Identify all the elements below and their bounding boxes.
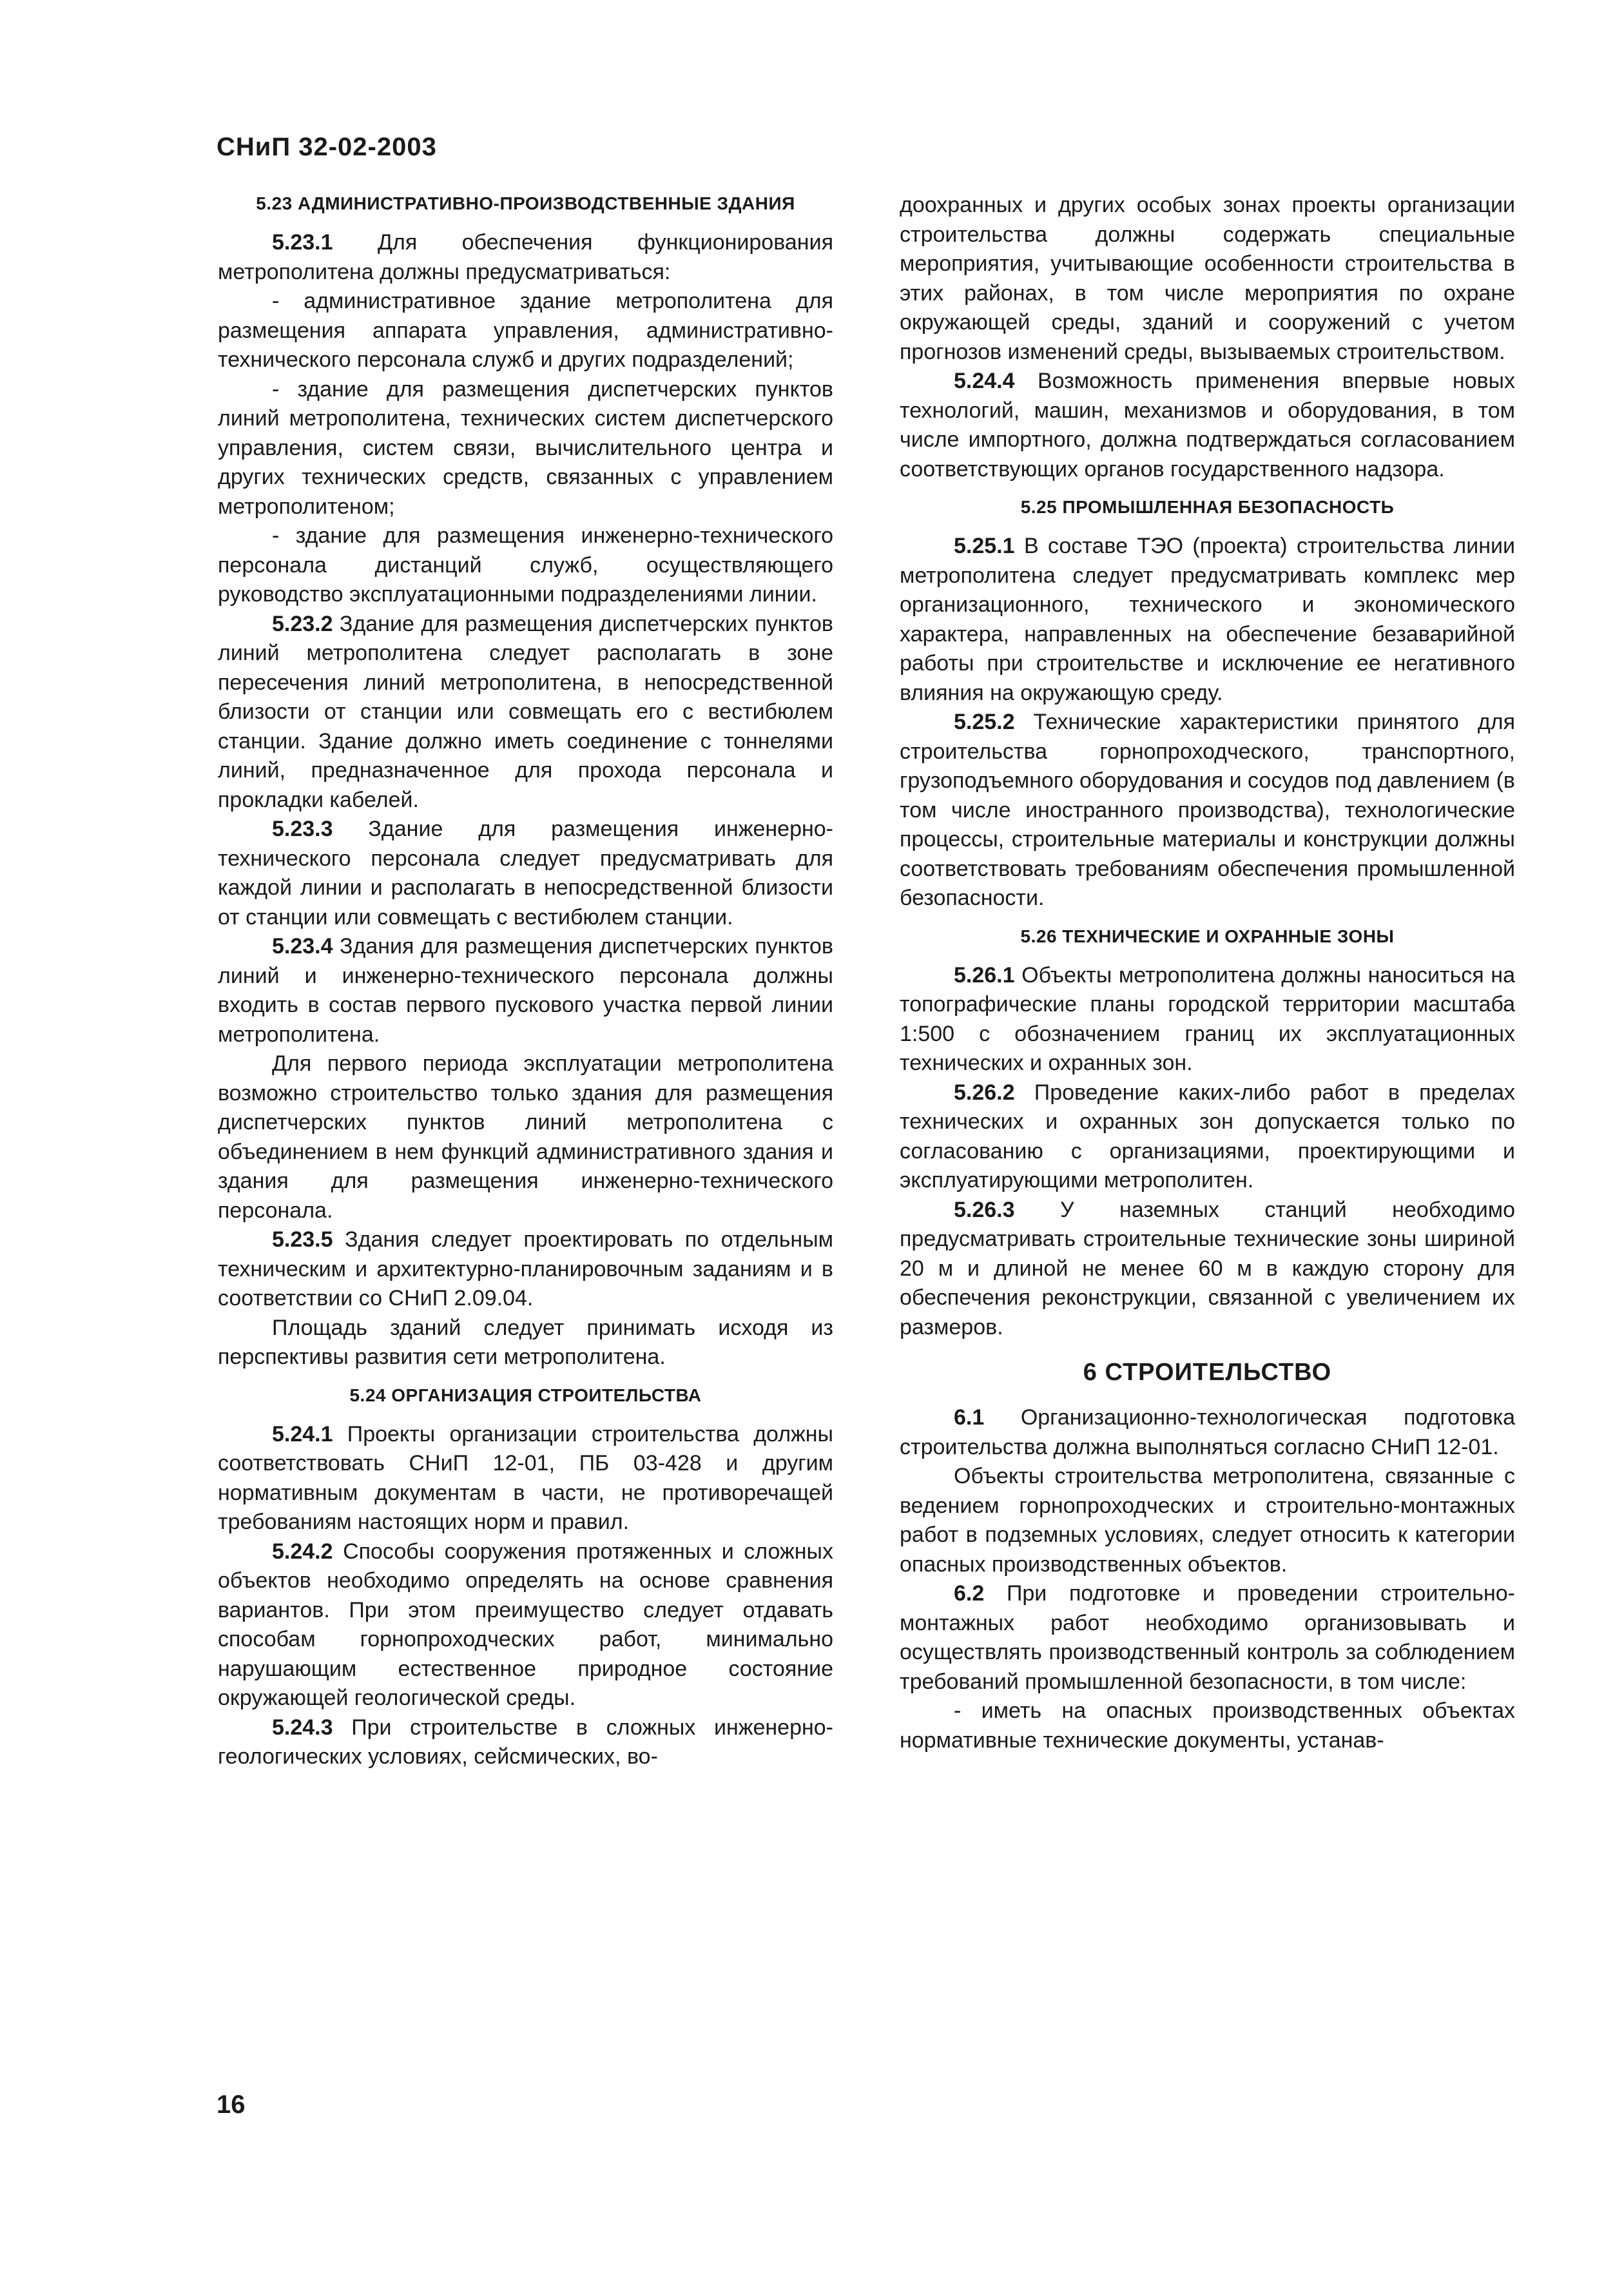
numbered-paragraph	[218, 1225, 833, 1314]
running-header: СНиП 32-02-2003	[217, 133, 437, 161]
paragraph-text: Проведение каких-либо работ в пределах технических и охранных зон допускается только по согласованию с организациями, проектирующими и эксплуатирующими метрополитен.	[900, 1080, 1515, 1193]
paragraph	[900, 1697, 1515, 1755]
paragraph-text: В составе ТЭО (проекта) строительства линии метрополитена следует предусматривать комплекс мер организационного, технического и экономического характера, направленных на обеспечение безаварийной работы при строительстве и исключение ее негативного влияния на окружающую среду.	[900, 534, 1516, 705]
paragraph-text: Для первого периода эксплуатации метрополитена возможно строительство только здания для размещения диспетчерских пунктов линий метрополитена с объединением в нем функций административного здания и здания для размещения инженерно-технического персонала.	[218, 1051, 833, 1223]
numbered-paragraph	[900, 708, 1515, 913]
clause-number: 5.23.2	[272, 611, 333, 636]
clause-number: 5.23.1	[272, 230, 333, 255]
clause-number: 5.26.3	[954, 1197, 1015, 1222]
clause-number: 5.23.4	[272, 934, 333, 959]
numbered-paragraph	[218, 228, 833, 287]
section-title: 5.24 ОРГАНИЗАЦИЯ СТРОИТЕЛЬСТВА	[349, 1385, 702, 1405]
section-title: 5.23 АДМИНИСТРАТИВНО-ПРОИЗВОДСТВЕННЫЕ ЗДАНИЯ	[256, 193, 795, 213]
numbered-paragraph	[218, 610, 833, 815]
paragraph-text: Технические характеристики принятого для строительства горнопроходческого, транспортного, грузоподъемного оборудования и сосудов под давлением (в том числе иностранного производства), технологические процессы, строительные материалы и конструкции должны соответствовать требованиям обеспечения промышленной безопасности.	[900, 710, 1515, 910]
paragraph-text: - иметь на опасных производственных объектах нормативные технические документы, устанав-	[900, 1699, 1515, 1753]
paragraph	[900, 1462, 1515, 1579]
numbered-paragraph	[218, 1420, 833, 1537]
numbered-paragraph	[900, 1078, 1515, 1196]
paragraph-text: Способы сооружения протяженных и сложных объектов необходимо определять на основе сравнения вариантов. При этом преимущество следует отдавать способам горнопроходческих работ, минимально нарушающим естественное природное состояние окружающей геологической среды.	[218, 1539, 833, 1710]
chapter-title: 6 СТРОИТЕЛЬСТВО	[1083, 1359, 1332, 1386]
numbered-paragraph	[900, 1403, 1515, 1462]
clause-number: 5.24.3	[272, 1715, 333, 1740]
paragraph-text: Здания следует проектировать по отдельным техническим и архитектурно-планировочным заданиям и в соответствии со СНиП 2.09.04.	[218, 1227, 834, 1310]
paragraph-text: доохранных и других особых зонах проекты организации строительства должны содержать специальные мероприятия, учитывающие особенности строительства в этих районах, в том числе мероприятия по охране окружающей среды, зданий и сооружений с учетом прогнозов изменений среды, вызываемых строительством.	[900, 193, 1515, 364]
numbered-paragraph	[218, 1713, 833, 1772]
paragraph-text: Для обеспечения функционирования метрополитена должны предусматриваться:	[218, 230, 833, 284]
paragraph-text: Площадь зданий следует принимать исходя из перспективы развития сети метрополитена.	[218, 1315, 833, 1369]
left-column	[218, 191, 833, 1772]
paragraph	[218, 1049, 833, 1225]
clause-number: 6.2	[954, 1581, 985, 1606]
numbered-paragraph	[218, 932, 833, 1049]
paragraph	[218, 1314, 833, 1372]
clause-number: 6.1	[954, 1405, 985, 1430]
numbered-paragraph	[900, 367, 1515, 484]
paragraph-text: - здание для размещения диспетчерских пунктов линий метрополитена, технических систем диспетчерского управления, систем связи, вычислительного центра и других технических средств, связанных с управлением метрополитеном;	[218, 376, 833, 519]
paragraph-text: У наземных станций необходимо предусматривать строительные технические зоны шириной 20 м и длиной не менее 60 м в каждую сторону для обеспечения реконструкции, связанной с увеличением их размеров.	[900, 1197, 1515, 1339]
paragraph	[900, 191, 1515, 367]
paragraph-text: - административное здание метрополитена для размещения аппарата управления, административно-технического персонала служб и других подразделений;	[218, 289, 833, 372]
paragraph	[218, 287, 833, 375]
paragraph-text: Здание для размещения инженерно-технического персонала следует предусматривать для каждой линии и располагать в непосредственной близости от станции или совмещать с вестибюлем станции.	[218, 817, 834, 930]
page-number: 16	[217, 2090, 246, 2119]
paragraph-text: Здание для размещения диспетчерских пунктов линий метрополитена следует располагать в зоне пересечения линий метрополитена, в непосредственной близости от станции или совмещать его с вестибюлем станции. Здание должно иметь соединение с тоннелями линий, предназначенное для прохода персонала и прокладки кабелей.	[218, 611, 833, 812]
paragraph-text: Проекты организации строительства должны соответствовать СНиП 12-01, ПБ 03-428 и другим нормативным документам в части, не противоречащей требованиям настоящих норм и правил.	[218, 1421, 833, 1534]
clause-number: 5.23.5	[272, 1227, 333, 1252]
paragraph-text: Возможность применения впервые новых технологий, машин, механизмов и оборудования, в том числе импортного, должна подтверждаться согласованием соответствующих органов государственного надзора.	[900, 369, 1515, 482]
paragraph	[218, 375, 833, 522]
numbered-paragraph	[900, 532, 1515, 708]
numbered-paragraph	[218, 1537, 833, 1713]
clause-number: 5.24.4	[954, 369, 1015, 393]
section-title: 5.26 ТЕХНИЧЕСКИЕ И ОХРАННЫЕ ЗОНЫ	[1020, 926, 1395, 946]
numbered-paragraph	[900, 961, 1515, 1078]
numbered-paragraph	[218, 815, 833, 932]
clause-number: 5.23.3	[272, 817, 333, 841]
clause-number: 5.25.2	[954, 710, 1015, 734]
paragraph-text: Здания для размещения диспетчерских пунктов линий и инженерно-технического персонала должны входить в состав первого пускового участка первой линии метрополитена.	[218, 934, 833, 1047]
paragraph-text: При строительстве в сложных инженерно-геологических условиях, сейсмических, во-	[218, 1715, 833, 1769]
numbered-paragraph	[900, 1579, 1515, 1697]
paragraph-text: При подготовке и проведении строительно-монтажных работ необходимо организовывать и осуществлять производственный контроль за соблюдением требований промышленной безопасности, в том числе:	[900, 1581, 1515, 1694]
clause-number: 5.24.1	[272, 1421, 333, 1446]
clause-number: 5.24.2	[272, 1539, 333, 1564]
clause-number: 5.25.1	[954, 534, 1015, 558]
paragraph-text: - здание для размещения инженерно-технического персонала дистанций служб, осуществляющего руководство эксплуатационными подразделениями линии.	[218, 523, 833, 607]
numbered-paragraph	[900, 1196, 1515, 1343]
section-title: 5.25 ПРОМЫШЛЕННАЯ БЕЗОПАСНОСТЬ	[1020, 497, 1395, 517]
paragraph-text: Организационно-технологическая подготовка строительства должна выполняться согласно СНиП 12-01.	[900, 1405, 1515, 1459]
paragraph	[218, 521, 833, 610]
right-column	[900, 191, 1515, 1755]
paragraph-text: Объекты метрополитена должны наноситься на топографические планы городской территории масштаба 1:500 с обозначением границ их эксплуатационных технических и охранных зон.	[900, 962, 1515, 1075]
clause-number: 5.26.2	[954, 1080, 1015, 1105]
paragraph-text: Объекты строительства метрополитена, связанные с ведением горнопроходческих и строительно-монтажных работ в подземных условиях, следует относить к категории опасных производственных объектов.	[900, 1464, 1515, 1577]
clause-number: 5.26.1	[954, 962, 1015, 988]
